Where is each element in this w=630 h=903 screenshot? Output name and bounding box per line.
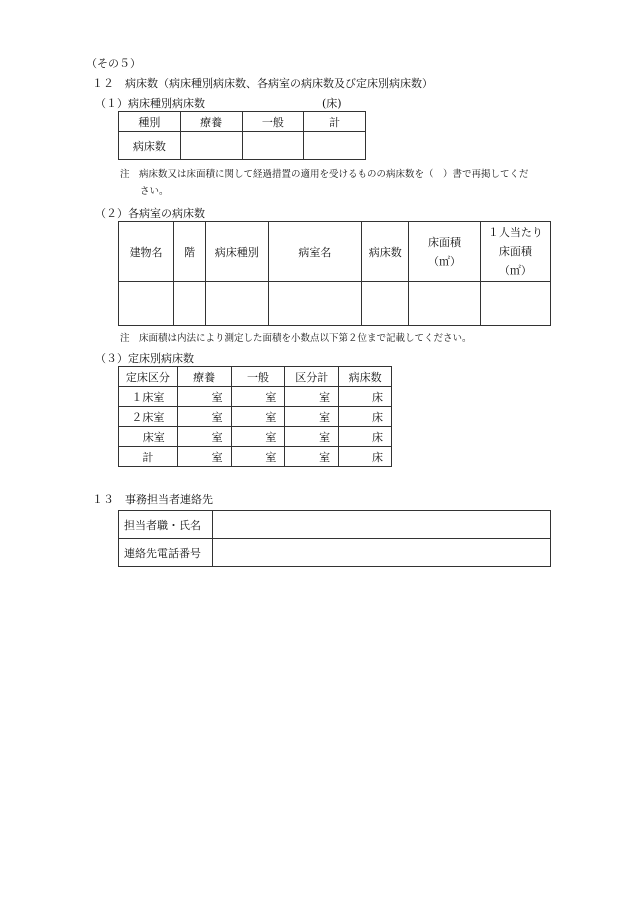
table-cell: 室 [231, 447, 285, 467]
row-label: 床室 [119, 427, 178, 447]
table-header-cell: 計 [304, 112, 366, 132]
table-header-cell: 病床種別 [205, 222, 268, 282]
table-header-cell: 定床区分 [119, 367, 178, 387]
row-label: ２床室 [119, 407, 178, 427]
table-cell: 室 [231, 387, 285, 407]
table-header-cell: 療養 [177, 367, 231, 387]
table-header-cell: 種別 [119, 112, 181, 132]
contact-phone-field [213, 539, 551, 567]
fixed-bed-table [118, 366, 392, 467]
sub1-heading: （１）病床種別病床数 [95, 97, 205, 110]
table-header-cell: 建物名 [119, 222, 174, 282]
row-label: 担当者職・氏名 [119, 511, 213, 539]
table-cell: 床 [339, 447, 392, 467]
page-label: （その５） [86, 57, 141, 70]
header-area-line1: 床面積 [428, 235, 462, 249]
table-cell [180, 132, 242, 160]
table-cell: 室 [285, 447, 339, 467]
bed-type-table [118, 111, 366, 160]
table-header-cell: 病室名 [268, 222, 361, 282]
table-header-cell: 病床数 [339, 367, 392, 387]
table-cell [174, 282, 206, 326]
header-per-line3: （㎡） [498, 264, 532, 277]
table-cell [205, 282, 268, 326]
table-header-cell: 療養 [180, 112, 242, 132]
room-bed-table [118, 221, 551, 326]
section-12-title: １２ 病床数（病床種別病床数、各病室の病床数及び定床別病床数） [92, 77, 433, 90]
contact-table [118, 510, 551, 567]
table-cell [362, 282, 409, 326]
section-13-title: １３ 事務担当者連絡先 [92, 493, 213, 506]
sub2-heading: （２）各病室の病床数 [95, 207, 205, 220]
header-area-line2: （㎡） [428, 254, 462, 268]
table-cell: 室 [177, 427, 231, 447]
table-cell [242, 132, 304, 160]
table-cell: 室 [285, 407, 339, 427]
table-cell: 床 [339, 387, 392, 407]
row-label: 連絡先電話番号 [119, 539, 213, 567]
sub2-note: 注 床面積は内法により測定した面積を小数点以下第２位まで記載してください。 [120, 333, 472, 344]
table-cell [480, 282, 550, 326]
table-cell [304, 132, 366, 160]
table-cell: 室 [231, 427, 285, 447]
table-cell [409, 282, 480, 326]
table-cell [268, 282, 361, 326]
table-header-cell: 一般 [242, 112, 304, 132]
row-label: 計 [119, 447, 178, 467]
table-cell: 室 [285, 387, 339, 407]
sub1-note-line2: さい。 [140, 186, 169, 197]
sub1-unit: (床) [322, 97, 342, 110]
header-per-line2: 床面積 [498, 245, 532, 258]
header-per-line1: １人当たり [487, 226, 543, 239]
table-cell: 室 [177, 407, 231, 427]
table-cell: 床 [339, 407, 392, 427]
table-cell: 室 [177, 387, 231, 407]
table-header-cell: 病床数 [362, 222, 409, 282]
table-header-cell: 一般 [231, 367, 285, 387]
table-cell: 室 [285, 427, 339, 447]
table-header-cell: 階 [174, 222, 206, 282]
sub3-heading: （３）定床別病床数 [95, 352, 194, 365]
row-label: １床室 [119, 387, 178, 407]
table-header-cell-area [409, 222, 480, 282]
row-label: 病床数 [119, 132, 181, 160]
table-cell [119, 282, 174, 326]
table-cell: 室 [231, 407, 285, 427]
contact-name-field [213, 511, 551, 539]
sub1-note-line1: 注 病床数又は床面積に関して経過措置の適用を受けるものの病床数を（ ）書で再掲してくだ [120, 169, 529, 180]
table-header-cell-per-person [480, 222, 550, 282]
table-cell: 床 [339, 427, 392, 447]
table-header-cell: 区分計 [285, 367, 339, 387]
table-cell: 室 [177, 447, 231, 467]
